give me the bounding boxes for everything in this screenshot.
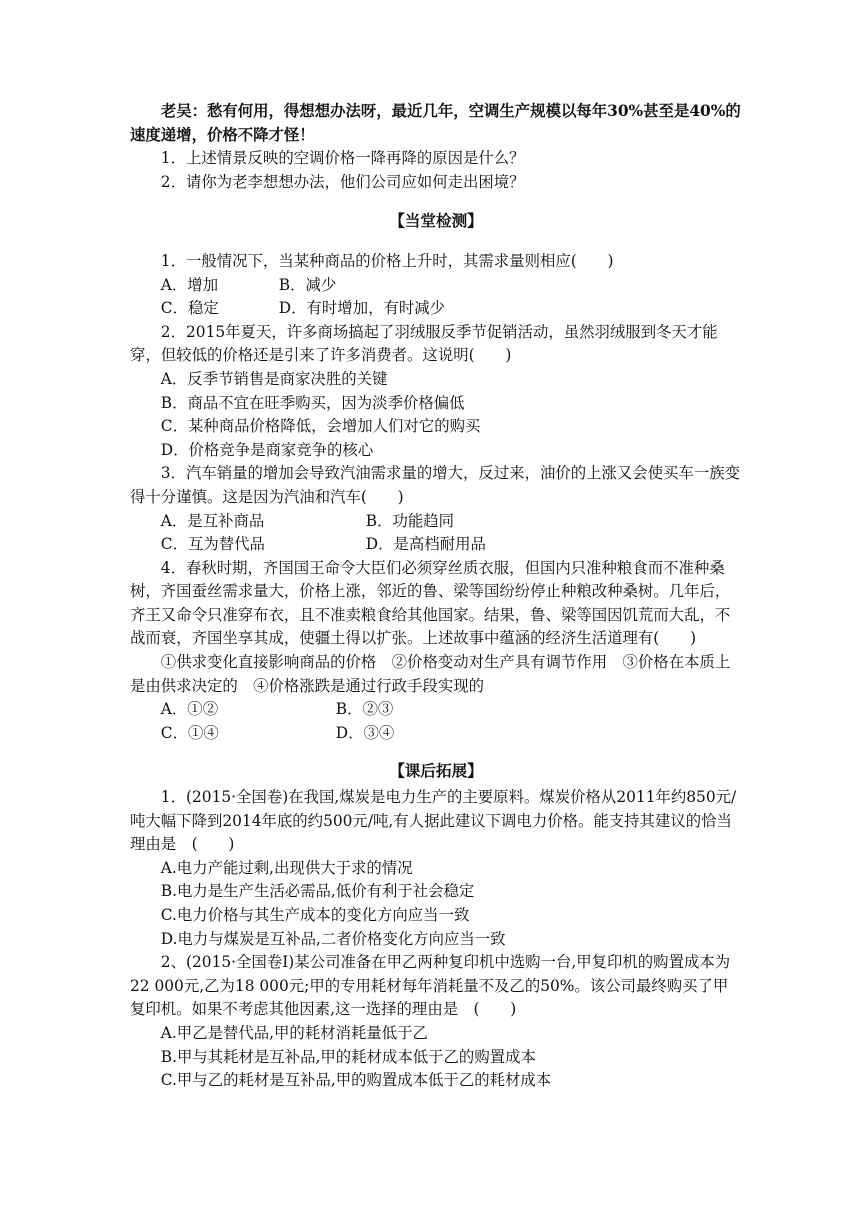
option-c: C．稳定 <box>160 299 219 318</box>
option-b: B.甲与其耗材是互补品,甲的耗材成本低于乙的购置成本 <box>160 1047 536 1066</box>
option-c: C.甲与乙的耗材是互补品,甲的购置成本低于乙的耗材成本 <box>160 1071 552 1090</box>
question-1-options-row-1 <box>130 274 742 298</box>
option-b: B．②③ <box>335 700 394 719</box>
option-d: D．有时增加，有时减少 <box>278 299 446 318</box>
option-a: A．反季节销售是商家决胜的关键 <box>160 369 388 388</box>
question-4-stem: 4．春秋时期，齐国国王命令大臣们必须穿丝质衣服，但国内只准种粮食而不准种桑树，齐国蚕丝需求量大，价格上涨，邻近的鲁、梁等国纷纷停止种粮改种桑树。几年后，齐王又命令只准穿布衣，且不准卖粮食给其他国家。结果，鲁、梁等国因饥荒而大乱，不战而衰，齐国坐享其成，使疆土得以扩张。上述故事中蕴涵的经济生活道理有( ) <box>130 558 731 648</box>
option-d: D．是高档耐用品 <box>365 535 486 554</box>
question-4-options-row-1 <box>130 698 742 722</box>
intro-question-2: 2．请你为老李想想办法，他们公司应如何走出困境？ <box>160 172 525 191</box>
option-b: B.电力是生产生活必需品,低价有利于社会稳定 <box>160 882 475 901</box>
option-a: A．是互补商品 <box>160 511 265 530</box>
section-heading-classroom-test: 【当堂检测】 <box>389 212 483 231</box>
option-b: B．功能趋同 <box>365 511 455 530</box>
question-1-options-row-2 <box>130 297 742 321</box>
question-4-statements: ①供求变化直接影响商品的价格 ②价格变动对生产具有调节作用 ③价格在本质上是由供求决定的 ④价格涨跌是通过行政手段实现的 <box>130 653 731 695</box>
option-b: B．减少 <box>278 275 337 294</box>
option-a: A．①② <box>160 700 219 719</box>
option-c: C.电力价格与其生产成本的变化方向应当一致 <box>160 906 470 924</box>
question-4-options-row-2 <box>130 722 742 746</box>
option-d: D.电力与煤炭是互补品,二者价格变化方向应当一致 <box>160 929 506 948</box>
question-3-stem: 3．汽车销量的增加会导致汽油需求量的增大，反过来，油价的上涨又会使买车一族变得十分谨慎。这是因为汽油和汽车( ) <box>130 464 741 506</box>
question-2-stem: 2．2015年夏天，许多商场搞起了羽绒服反季节促销活动，虽然羽绒服到冬天才能穿，但较低的价格还是引来了许多消费者。这说明( ) <box>130 322 718 365</box>
extension-question-2-stem: 2、(2015·全国卷Ⅰ)某公司准备在甲乙两种复印机中选购一台,甲复印机的购置成本为22 000元,乙为18 000元;甲的专用耗材每年消耗量不及乙的50%。该公司最终购买了甲复印机。如果不考虑其他因素,这一选择的理由是 ( ) <box>130 953 731 1019</box>
option-c: C．互为替代品 <box>160 535 265 554</box>
option-d: D．③④ <box>335 723 395 742</box>
option-c: C．①④ <box>160 723 219 742</box>
option-d: D．价格竞争是商家竞争的核心 <box>160 440 374 459</box>
option-a: A.电力产能过剩,出现供大于求的情况 <box>160 858 413 877</box>
option-a: A.甲乙是替代品,甲的耗材消耗量低于乙 <box>160 1023 428 1042</box>
extension-question-1-stem: 1．(2015·全国卷)在我国,煤炭是电力生产的主要原料。煤炭价格从2011年约850元/吨大幅下降到2014年底的约500元/吨,有人据此建议下调电力价格。能支持其建议的恰当理由是 ( ) <box>130 788 737 854</box>
section-heading-after-class: 【课后拓展】 <box>389 762 483 781</box>
question-1-stem: 1．一般情况下，当某种商品的价格上升时，其需求量则相应( ) <box>160 251 614 270</box>
option-c: C．某种商品价格降低，会增加人们对它的购买 <box>160 417 481 436</box>
question-3-options-row-1 <box>130 510 742 534</box>
question-3-options-row-2 <box>130 533 742 557</box>
option-b: B．商品不宜在旺季购买，因为淡季价格偏低 <box>160 393 465 412</box>
intro-question-1: 1．上述情景反映的空调价格一降再降的原因是什么？ <box>160 149 525 168</box>
option-a: A．增加 <box>160 275 219 294</box>
intro-dialogue: 老吴：愁有何用，得想想办法呀，最近几年，空调生产规模以每年30%甚至是40%的速度递增，价格不降才怪！ <box>130 102 741 144</box>
